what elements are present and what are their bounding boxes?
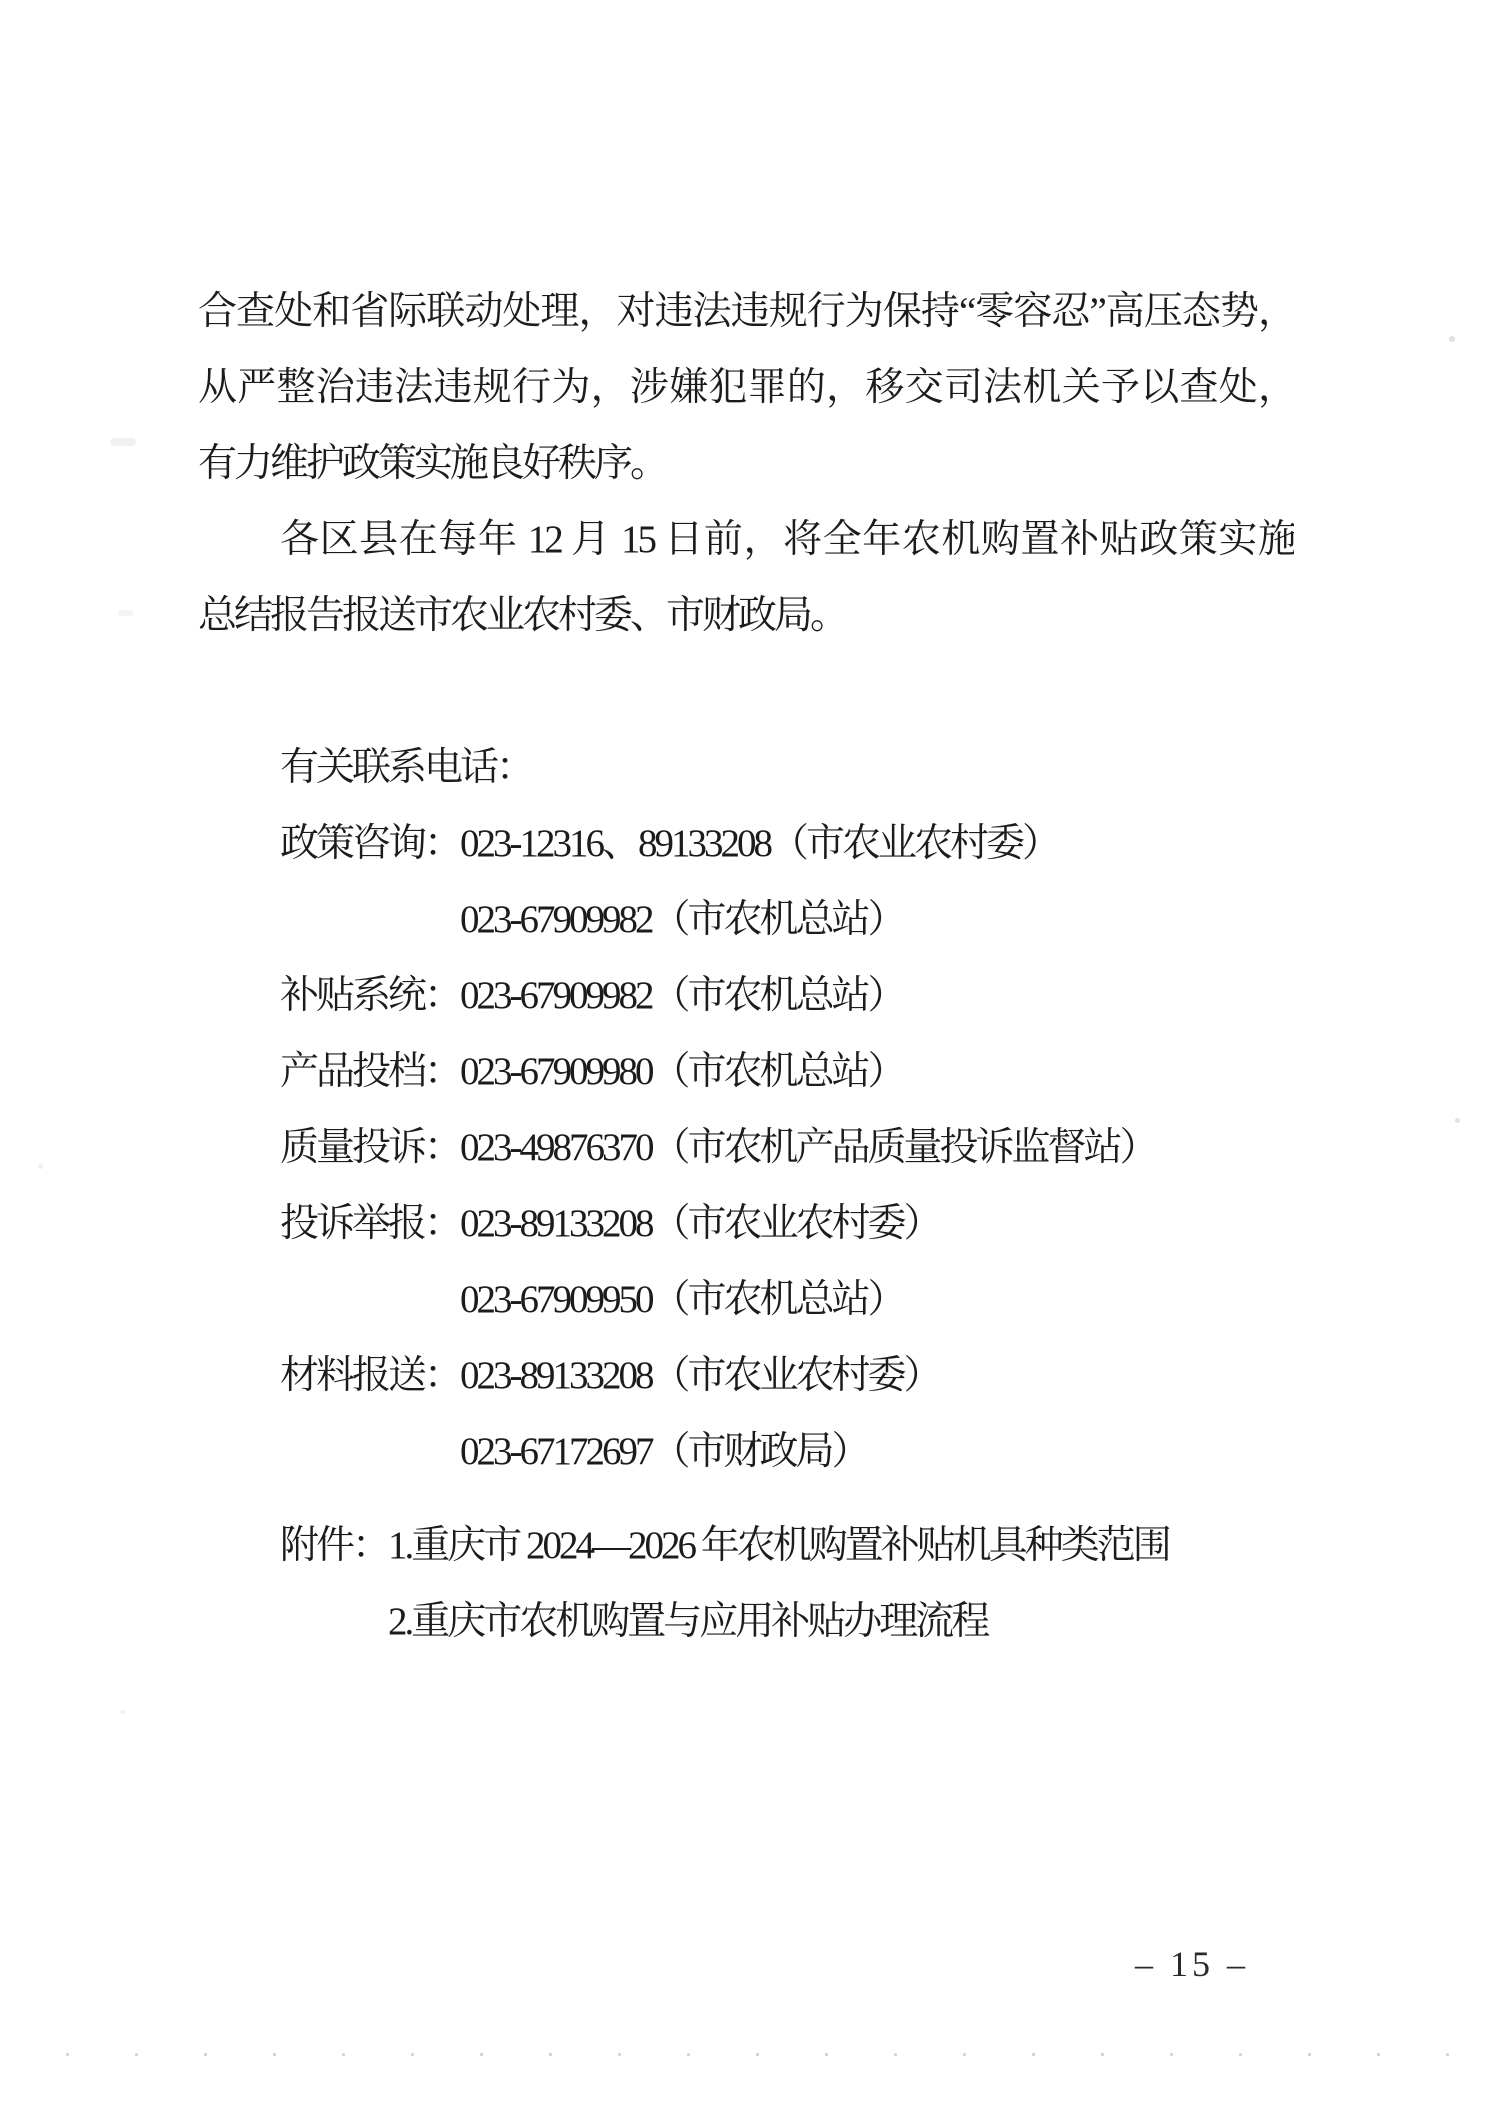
- contact-entry-policy: [198, 806, 1294, 882]
- paragraph2-line2: 总结报告报送市农业农村委、市财政局。: [198, 594, 847, 637]
- contacts-heading: 有关联系电话：: [280, 746, 533, 789]
- contact-label: 补贴系统：: [280, 974, 461, 1017]
- contact-entry-subsidy-system: [198, 958, 1294, 1034]
- contact-value: 023-89133208（市农业农村委）: [460, 1354, 940, 1397]
- contact-value: 023-12316、89133208（市农业农村委）: [460, 822, 1059, 865]
- contact-entry-material-submission: [198, 1338, 1294, 1414]
- contact-label: 质量投诉：: [280, 1126, 461, 1169]
- paragraph2-line1: 各区县在每年 12 月 15 日前，将全年农机购置补贴政策实施: [280, 518, 1294, 561]
- contact-entry-material-cont: [198, 1414, 1294, 1490]
- paragraph1-line3: 有力维护政策实施良好秩序。: [198, 442, 667, 485]
- contact-value: 023-67909982（市农机总站）: [460, 898, 904, 941]
- contact-entry-quality-complaint: [198, 1110, 1294, 1186]
- scan-speck: [110, 438, 136, 446]
- contact-entry-report: [198, 1186, 1294, 1262]
- attachments-label: 附件：: [280, 1524, 389, 1567]
- document-body: [198, 274, 1294, 1660]
- contact-label: 政策咨询：: [280, 822, 461, 865]
- scan-speck: [38, 1164, 43, 1169]
- blank-line: [198, 654, 1294, 730]
- scan-speck: [1455, 1118, 1460, 1123]
- contact-value: 023-89133208（市农业农村委）: [460, 1202, 940, 1245]
- contact-entry-policy-cont: [198, 882, 1294, 958]
- scan-speck: [1449, 336, 1455, 342]
- page-number: – 15 –: [1135, 1944, 1249, 1984]
- contact-entry-product-filing: [198, 1034, 1294, 1110]
- contact-label: 产品投档：: [280, 1050, 461, 1093]
- contact-value: 023-49876370（市农机产品质量投诉监督站）: [460, 1126, 1156, 1169]
- section-gap: [198, 1490, 1294, 1508]
- contact-value: 023-67909982（市农机总站）: [460, 974, 904, 1017]
- contact-value: 023-67909980（市农机总站）: [460, 1050, 904, 1093]
- attachments-line2: [198, 1584, 1294, 1660]
- contact-entry-report-cont: [198, 1262, 1294, 1338]
- paragraph1-line2: 从严整治违法违规行为，涉嫌犯罪的，移交司法机关予以查处，: [198, 366, 1294, 409]
- scan-perforation-marks: [0, 2053, 1487, 2056]
- scan-speck: [118, 610, 134, 616]
- contact-value: 023-67172697（市财政局）: [460, 1430, 868, 1473]
- contact-label: 投诉举报：: [280, 1202, 461, 1245]
- attachment-item-1: 1.重庆市 2024—2026 年农机购置补贴机具种类范围: [388, 1524, 1169, 1567]
- scan-speck: [120, 1710, 126, 1714]
- attachment-item-2: 2.重庆市农机购置与应用补贴办理流程: [388, 1600, 988, 1643]
- paragraph1-line1: 合查处和省际联动处理，对违法违规行为保持“零容忍”高压态势，: [198, 290, 1294, 333]
- contact-label: 材料报送：: [280, 1354, 461, 1397]
- attachments-line1: [198, 1508, 1294, 1584]
- contact-value: 023-67909950（市农机总站）: [460, 1278, 904, 1321]
